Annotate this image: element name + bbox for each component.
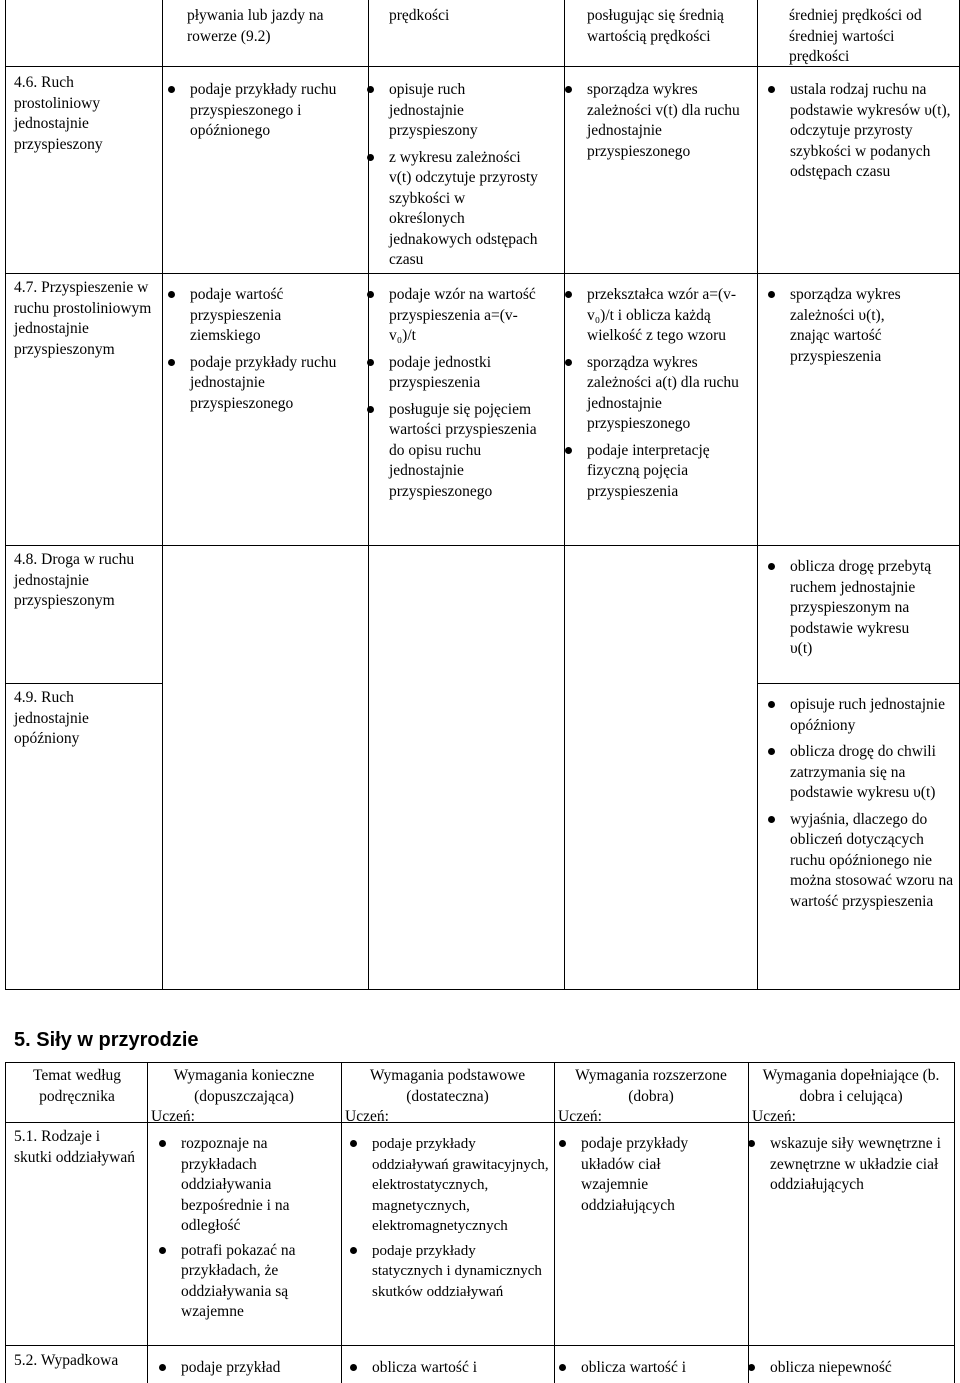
bullet-icon [768,748,775,755]
table-border-left [5,0,6,990]
list-item: oblicza niepewność [748,1358,948,1379]
podstawowe-cell [350,1358,545,1383]
list-item: rozpoznaje na przykładach oddziaływania bezpośrednie i na odległość [159,1134,329,1237]
list-item: podaje wartość przyspieszenia ziemskiego [168,285,338,347]
podstawowe-cell [350,1134,550,1306]
list-item: sporządza wykres zależności v(t) dla ruchu jednostajnie przyspieszonego [565,80,740,162]
table-border-bottom [5,989,960,990]
uczen-label: Uczeń: [151,1108,195,1125]
rozszerzone-cell [559,1358,744,1383]
bullet-icon [559,1364,566,1371]
topic-cell: 5.1. Rodzaje i skutki oddziaływań [14,1128,135,1166]
bullet-icon [768,816,775,823]
section-title: 5. Siły w przyrodzie [14,1029,199,1051]
list-item: posługuje się pojęciem wartości przyspieszenia do opisu ruchu jednostajnie przyspieszonego [367,400,537,503]
bullet-icon [367,154,374,161]
bullet-icon [565,86,572,93]
dopelniajace-cell [748,1134,948,1200]
bullet-icon [350,1364,357,1371]
bullet-icon [748,1364,755,1371]
bullet-icon [350,1140,357,1147]
podstawowe-cell [367,80,542,277]
konieczne-cell [159,1134,329,1327]
dopelniajace-cell [768,557,933,666]
rozszerzone-cell [565,80,740,168]
list-item: podaje przykłady układów ciał wzajemnie oddziałujących [559,1134,709,1216]
list-item: oblicza wartość i [559,1358,744,1379]
header-topic: Temat według podręcznika [32,1067,121,1105]
uczen-label: Uczeń: [752,1108,796,1125]
list-item: wyjaśnia, dlaczego do obliczeń dotyczących ruchu opóźnionego nie można stosować wzoru na wartość przyspieszenia [768,810,958,913]
topic-cell: 5.2. Wypadkowa [14,1352,119,1369]
bullet-icon [168,359,175,366]
list-item: wskazuje siły wewnętrzne i zewnętrzne w układzie ciał oddziałujących [748,1134,948,1196]
konieczne-cell [168,80,338,148]
bullet-icon [159,1247,166,1254]
column-divider [748,1062,749,1383]
column-divider [554,1062,555,1383]
list-item: ustala rodzaj ruchu na podstawie wykresów υ(t), odczytuje przyrosty szybkości w podanych odstępach czasu [768,80,956,183]
fragment-cell: prędkości [389,7,450,24]
bullet-icon [367,406,374,413]
rozszerzone-cell [565,285,750,508]
list-item: podaje interpretację fizyczną pojęcia przyspieszenia [565,441,750,503]
bullet-icon [350,1247,357,1254]
list-item: podaje przykłady ruchu przyspieszonego i opóźnionego [168,80,338,142]
bullet-icon [159,1364,166,1371]
list-item: podaje przykład [159,1358,334,1379]
topic-cell: 4.9. Ruch jednostajnie opóźniony [14,689,89,747]
topic-cell: 4.7. Przyspieszenie w ruchu prostoliniowym jednostajnie przyspieszonym [14,279,152,358]
bullet-icon [768,563,775,570]
dopelniajace-cell [768,285,928,373]
bullet-icon [748,1140,755,1147]
uczen-label: Uczeń: [345,1108,389,1125]
list-item: z wykresu zależności v(t) odczytuje przyrosty szybkości w określonych jednakowych odstępach czasu [367,148,542,271]
bullet-icon [565,447,572,454]
list-item: podaje przykłady ruchu jednostajnie przyspieszonego [168,353,338,415]
konieczne-cell [168,285,338,420]
table-border-left [5,1062,6,1383]
bullet-icon [565,291,572,298]
bullet-icon [367,359,374,366]
bullet-icon [768,86,775,93]
dopelniajace-cell [768,695,958,918]
list-item: opisuje ruch jednostajnie przyspieszony [367,80,542,142]
bullet-icon [168,86,175,93]
header-podstawowe: Wymagania podstawowe (dostateczna) Uczeń: [345,1066,550,1128]
bullet-icon [565,359,572,366]
bullet-icon [367,86,374,93]
row-divider [5,545,960,546]
list-item: potrafi pokazać na przykładach, że oddziaływania są wzajemne [159,1241,329,1323]
header-rozszerzone: Wymagania rozszerzone (dobra) Uczeń: [558,1066,744,1128]
podstawowe-cell [367,285,537,508]
list-item: podaje przykłady oddziaływań grawitacyjnych, elektrostatycznych, magnetycznych, elektromagnetycznych [350,1134,550,1237]
list-item: oblicza wartość i [350,1358,545,1379]
bullet-icon [768,701,775,708]
column-divider [757,0,758,990]
fragment-cell: posługując się średnią wartością prędkości [587,7,724,45]
list-item: sporządza wykres zależności υ(t), znając wartość przyspieszenia [768,285,928,367]
list-item: podaje wzór na wartość przyspieszenia a=(v-v₀)/t [367,285,537,347]
bullet-icon [559,1140,566,1147]
row-divider-partial [5,683,163,684]
konieczne-cell [159,1358,334,1383]
list-item: podaje jednostki przyspieszenia [367,353,537,394]
fragment-cell: pływania lub jazdy na rowerze (9.2) [187,7,324,45]
topic-cell: 4.6. Ruch prostoliniowy jednostajnie przyspieszony [14,74,103,153]
bullet-icon [367,291,374,298]
dopelniajace-cell [768,80,956,189]
bullet-icon [168,291,175,298]
bullet-icon [159,1140,166,1147]
list-item: przekształca wzór a=(v-v₀)/t i oblicza każdą wielkość z tego wzoru [565,285,750,347]
rozszerzone-cell [559,1134,709,1220]
uczen-label: Uczeń: [558,1108,602,1125]
list-item: sporządza wykres zależności a(t) dla ruchu jednostajnie przyspieszonego [565,353,750,435]
requirements-table-forces [5,1062,955,1383]
dopelniajace-cell [748,1358,948,1383]
list-item: oblicza drogę przebytą ruchem jednostajnie przyspieszonym na podstawie wykresu υ(t) [768,557,933,660]
requirements-table-kinematics [5,0,960,990]
header-konieczne: Wymagania konieczne (dopuszczająca) Uczeń: [151,1066,337,1128]
column-divider [341,1062,342,1383]
row-divider-partial [757,683,960,684]
column-divider [162,0,163,990]
fragment-cell: średniej prędkości od średniej wartości prędkości [789,7,922,65]
topic-cell: 4.8. Droga w ruchu jednostajnie przyspieszonym [14,551,135,609]
list-item: podaje przykłady statycznych i dynamicznych skutków oddziaływań [350,1241,550,1303]
table-border-right [954,1062,955,1383]
list-item: opisuje ruch jednostajnie opóźniony [768,695,958,736]
header-dopelniajace: Wymagania dopełniające (b. dobra i celująca) Uczeń: [752,1066,950,1128]
row-divider [5,1345,955,1346]
bullet-icon [768,291,775,298]
list-item: oblicza drogę do chwili zatrzymania się na podstawie wykresu υ(t) [768,742,958,804]
column-divider [147,1062,148,1383]
